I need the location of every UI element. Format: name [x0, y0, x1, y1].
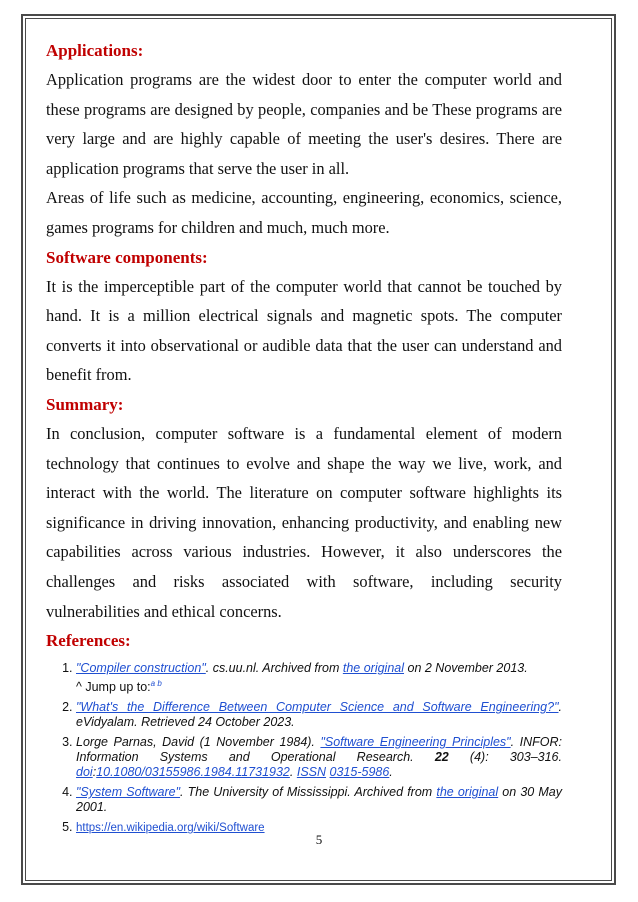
reference-3-end: .	[389, 765, 393, 780]
reference-1-jump-label[interactable]: ^ Jump up to:	[76, 680, 151, 695]
reference-3-doi-colon: :	[92, 765, 97, 780]
reference-3-volume: 22	[434, 750, 449, 765]
reference-1-title-link[interactable]: "Compiler construction"	[76, 661, 206, 676]
reference-3	[76, 735, 562, 780]
summary-paragraph: In conclusion, computer software is a fundamental element of modern technology that continues to evolve and shape the way we live, work, and interact with the world. The literature on computer software highlights its significance in driving innovation, enhancing productivity, and enabling new capabilities across various industries. However, it also underscores the challenges and risks associated with software, including security vulnerabilities and ethical concerns.	[46, 423, 562, 621]
references-list	[46, 661, 562, 836]
reference-4-original-link[interactable]: the original	[436, 785, 499, 800]
applications-heading: Applications:	[46, 41, 144, 60]
summary-heading: Summary:	[46, 394, 124, 414]
reference-2-title-link[interactable]: "What's the Difference Between Computer Science and Software Engineering?"	[76, 700, 559, 715]
reference-3-issn-label-link[interactable]: ISSN	[296, 765, 327, 780]
reference-3-author: Lorge Parnas, David (1 November 1984).	[76, 735, 321, 750]
applications-paragraph-1: Application programs are the widest door to enter the computer world and these programs are designed by people, companies and be These programs are very large and are highly capable of meeting the user's desires. There are application programs that serve the user in all.	[46, 70, 562, 178]
reference-1	[76, 661, 562, 695]
reference-3-issn-link[interactable]: 0315-5986	[329, 765, 390, 780]
reference-3-title-link[interactable]: "Software Engineering Principles"	[320, 735, 511, 750]
applications-paragraph-2: Areas of life such as medicine, accounting, engineering, economics, science, games programs for children and much, much more.	[46, 188, 562, 237]
reference-4	[76, 785, 562, 815]
page-number: 5	[315, 832, 323, 847]
reference-4-title-link[interactable]: "System Software"	[76, 785, 181, 800]
reference-4-source: . The University of Mississippi. Archived from	[180, 785, 437, 800]
reference-2-source: . eVidyalam. Retrieved 24 October 2023.	[76, 700, 562, 730]
reference-2	[76, 700, 562, 730]
page-content	[46, 36, 562, 841]
reference-1-original-link[interactable]: the original	[342, 661, 405, 676]
reference-4-date: on 30 May 2001.	[76, 785, 563, 815]
reference-1-source: . cs.uu.nl. Archived from	[205, 661, 343, 676]
reference-3-pages: (4): 303–316.	[448, 750, 562, 765]
reference-5-url-link[interactable]: https://en.wikipedia.org/wiki/Software	[76, 822, 265, 835]
reference-3-separator: .	[289, 765, 297, 780]
reference-3-journal: . INFOR: Information Systems and Operational Research.	[76, 735, 562, 765]
reference-1-date: on 2 November 2013.	[404, 661, 528, 676]
reference-1-jump-anchors[interactable]: a b	[150, 679, 162, 689]
reference-3-doi-link[interactable]: 10.1080/03155986.1984.11731932	[96, 765, 290, 780]
reference-3-doi-label-link[interactable]: doi	[76, 765, 93, 780]
software-components-paragraph: It is the imperceptible part of the computer world that cannot be touched by hand. It is a million electrical signals and magnetic spots. The computer converts it into observational or audible data that the user can understand and benefit from.	[46, 276, 562, 385]
software-components-heading: Software components:	[46, 247, 208, 267]
references-heading: References:	[46, 631, 131, 651]
